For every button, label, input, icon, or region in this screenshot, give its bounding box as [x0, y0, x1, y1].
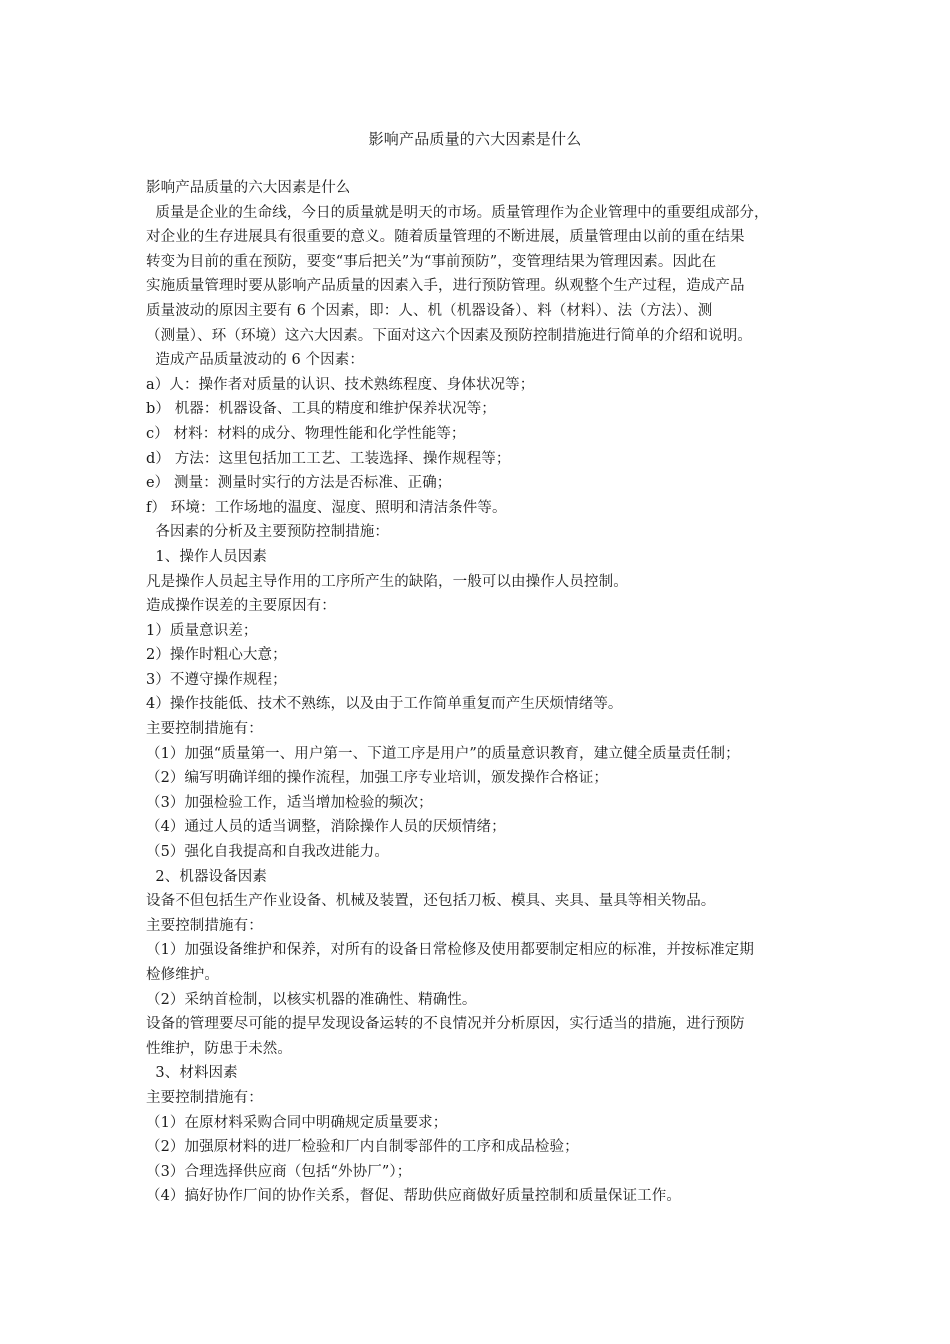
text-line: 各因素的分析及主要预防控制措施： [146, 524, 390, 541]
text-line: 设备不但包括生产作业设备、机械及装置，还包括刀板、模具、夹具、量具等相关物品。 [146, 893, 716, 910]
text-line: （4）通过人员的适当调整，消除操作人员的厌烦情绪； [146, 819, 506, 836]
text-line: a）人：操作者对质量的认识、技术熟练程度、身体状况等； [146, 376, 535, 393]
text-line: 1、操作人员因素 [146, 548, 267, 565]
text-line: 2）操作时粗心大意； [146, 647, 287, 664]
text-line: e） 测量：测量时实行的方法是否标准、正确； [146, 475, 452, 492]
text-line: f） 环境：工作场地的温度、湿度、照明和清洁条件等。 [146, 499, 507, 516]
text-line: （3）合理选择供应商（包括“外协厂”）； [146, 1163, 412, 1180]
text-line: 影响产品质量的六大因素是什么 [146, 180, 351, 196]
text-line: （4）搞好协作厂间的协作关系，督促、帮助供应商做好质量控制和质量保证工作。 [146, 1188, 681, 1205]
text-line: 1）质量意识差； [146, 622, 258, 639]
text-line: （测量）、环（环境）这六大因素。下面对这六个因素及预防控制措施进行简单的介绍和说明。 [146, 327, 752, 344]
text-line: 质量波动的原因主要有 6 个因素，即：人、机（机器设备）、料（材料）、法（方法）、测 [146, 302, 713, 319]
text-line: 检修维护。 [146, 967, 219, 983]
text-line: 对企业的生存进展具有很重要的意义。随着质量管理的不断进展，质量管理由以前的重在结果 [146, 229, 745, 246]
text-line: 4）操作技能低、技术不熟练，以及由于工作简单重复而产生厌烦情绪等。 [146, 696, 623, 713]
text-line: （1）在原材料采购合同中明确规定质量要求； [146, 1114, 448, 1131]
text-line: （2）编写明确详细的操作流程，加强工序专业培训，颁发操作合格证； [146, 770, 608, 787]
text-line: （1）加强“质量第一、用户第一、下道工序是用户”的质量意识教育，建立健全质量责任制； [146, 745, 740, 762]
text-line: c） 材料：材料的成分、物理性能和化学性能等； [146, 425, 466, 442]
text-line: b） 机器：机器设备、工具的精度和维护保养状况等； [146, 401, 496, 418]
text-line: 性维护，防患于未然。 [146, 1040, 292, 1057]
text-line: （3）加强检验工作，适当增加检验的频次； [146, 794, 433, 811]
text-line: 造成操作误差的主要原因有： [146, 598, 336, 615]
text-line: 凡是操作人员起主导作用的工序所产生的缺陷，一般可以由操作人员控制。 [146, 573, 628, 590]
page-title: 影响产品质量的六大因素是什么 [368, 130, 582, 148]
document-body [146, 176, 816, 1209]
text-line: 转变为目前的重在预防，要变“事后把关”为“事前预防”，变管理结果为管理因素。因此在 [146, 253, 717, 270]
text-line: 3、材料因素 [146, 1065, 238, 1082]
text-line: 主要控制措施有： [146, 917, 263, 934]
text-line: （1）加强设备维护和保养，对所有的设备日常检修及使用都要制定相应的标准，并按标准定期 [146, 942, 754, 959]
text-line: 2、机器设备因素 [146, 868, 267, 885]
text-line: d） 方法：这里包括加工工艺、工装选择、操作规程等； [146, 450, 511, 467]
text-line: 质量是企业的生命线，今日的质量就是明天的市场。质量管理作为企业管理中的重要组成部分， [146, 204, 769, 221]
text-line: 实施质量管理时要从影响产品质量的因素入手，进行预防管理。纵观整个生产过程，造成产品 [146, 278, 745, 295]
text-line: （5）强化自我提高和自我改进能力。 [146, 844, 389, 861]
text-line: 3）不遵守操作规程； [146, 671, 287, 688]
text-line: 主要控制措施有： [146, 1089, 263, 1106]
text-line: 主要控制措施有： [146, 721, 263, 738]
text-line: 造成产品质量波动的 6 个因素： [146, 352, 364, 369]
text-line: （2）加强原材料的进厂检验和厂内自制零部件的工序和成品检验； [146, 1139, 579, 1156]
text-line: （2）采纳首检制，以核实机器的准确性、精确性。 [146, 991, 477, 1008]
text-line: 设备的管理要尽可能的提早发现设备运转的不良情况并分析原因，实行适当的措施，进行预防 [146, 1016, 745, 1033]
